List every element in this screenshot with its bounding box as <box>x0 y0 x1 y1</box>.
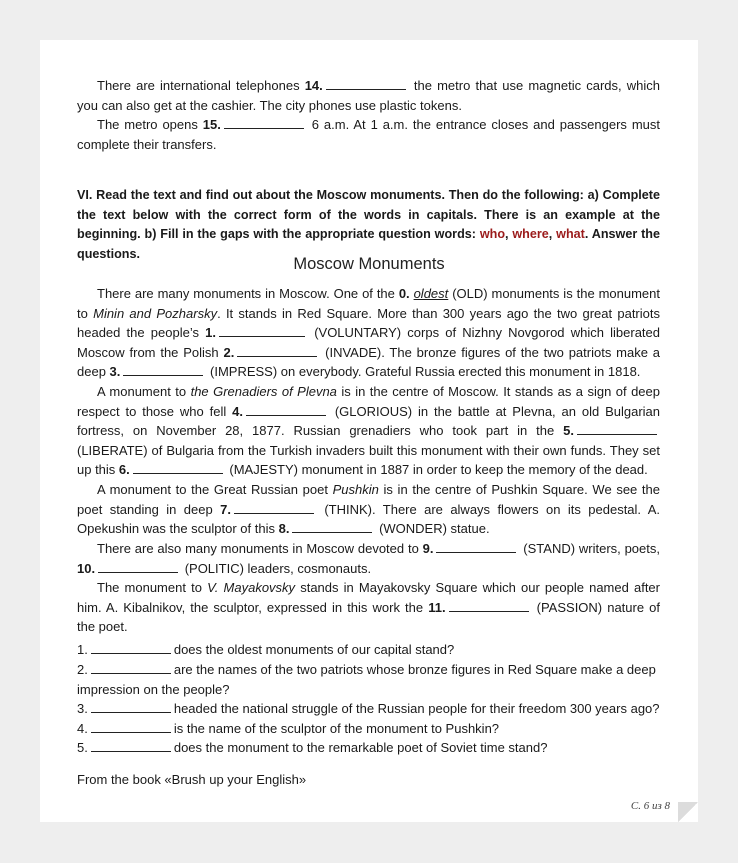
text: A monument to the Great Russian poet <box>97 482 333 497</box>
gap-blank[interactable] <box>326 78 406 90</box>
separator: , <box>505 227 513 242</box>
question-item <box>77 719 660 739</box>
gap-blank[interactable] <box>234 502 314 514</box>
gap-blank[interactable] <box>246 404 326 416</box>
gap-blank[interactable] <box>133 462 223 474</box>
gap-number: 15. <box>202 117 221 132</box>
page-number: С. 6 из 8 <box>630 800 670 812</box>
gap-blank[interactable] <box>91 721 171 733</box>
text: . It stands in Red Square. More than 300 years ago the two great patriots headed the people’s <box>77 305 660 341</box>
document-page <box>40 40 698 822</box>
text: (POLITIC) leaders, cosmonauts. <box>181 560 372 576</box>
text: There are many monuments in Moscow. One of the <box>97 286 399 301</box>
text: (THINK). There are always flowers on its pedestal. A. Opekushin was the sculptor of this <box>77 501 661 537</box>
text: (IMPRESS) on everybody. Grateful Russia erected this monument in 1818. <box>206 364 641 380</box>
gap-blank[interactable] <box>436 541 516 553</box>
text: (INVADE). The bronze figures of the two patriots make a deep <box>77 344 660 380</box>
gap-blank[interactable] <box>577 423 657 435</box>
question-number: 4. <box>77 721 88 736</box>
question-word: where <box>512 227 549 242</box>
text: The metro opens <box>97 117 203 132</box>
question-item <box>77 738 660 758</box>
gap-blank[interactable] <box>98 561 178 573</box>
monument-name: V. Mayakovsky <box>207 580 296 595</box>
gap-number: 7. <box>220 501 231 517</box>
question-number: 3. <box>77 701 88 716</box>
gap-number: 11. <box>428 599 446 615</box>
page-fold <box>678 802 698 822</box>
text: is in the centre of Pushkin Square. We see the poet standing in deep <box>77 482 660 517</box>
paragraph-minin <box>77 284 660 382</box>
paragraph-pushkin <box>77 480 660 539</box>
question-text: is the name of the sculptor of the monument to Pushkin? <box>173 721 500 736</box>
text: The monument to <box>97 580 208 595</box>
text: (LIBERATE) of Bulgaria from the Turkish invaders built this monument with their own funds. They set up this <box>77 442 660 478</box>
task-text: . Answer the questions. <box>77 227 661 261</box>
example-answer: oldest <box>413 286 449 301</box>
text: There are also many monuments in Moscow devoted to <box>97 541 423 556</box>
gap-blank[interactable] <box>237 345 317 357</box>
monument-name: Pushkin <box>332 482 379 497</box>
gap-number: 0. <box>398 286 410 301</box>
separator: , <box>548 227 557 242</box>
question-word: what <box>556 227 585 242</box>
text: (GLORIOUS) in the battle at Plevna, an old Bulgarian fortress, on November 28, 1877. Russian grenadiers who took part in the <box>77 403 661 439</box>
gap-blank[interactable] <box>123 364 203 376</box>
paragraph-mayakovsky <box>77 578 660 637</box>
question-text: are the names of the two patriots whose bronze figures in Red Square make a deep impression on the people? <box>77 662 656 697</box>
gap-number: 10. <box>77 560 96 576</box>
gap-blank[interactable] <box>224 117 304 129</box>
text: There are international telephones <box>97 78 305 93</box>
text: (PASSION) nature of the poet. <box>77 599 661 635</box>
gap-blank[interactable] <box>91 642 171 654</box>
gap-number: 8. <box>278 521 290 537</box>
gap-blank[interactable] <box>219 325 305 337</box>
question-number: 1. <box>77 642 88 657</box>
gap-blank[interactable] <box>91 662 171 674</box>
gap-number: 9. <box>422 541 434 556</box>
gap-number: 5. <box>563 423 574 439</box>
question-item <box>77 699 660 719</box>
paragraph-item-15 <box>77 115 660 154</box>
paragraph-plevna <box>77 382 660 480</box>
question-text: headed the national struggle of the Russian people for their freedom 300 years ago? <box>173 701 660 716</box>
gap-blank[interactable] <box>449 600 529 612</box>
paragraph-item-14 <box>77 76 660 115</box>
question-text: does the oldest monuments of our capital stand? <box>173 642 455 657</box>
text: 6 a.m. At 1 a.m. the entrance closes and passengers must complete their transfers. <box>77 117 661 152</box>
text: (MAJESTY) monument in 1887 in order to keep the memory of the dead. <box>225 462 648 478</box>
monument-name: the Grenadiers of Plevna <box>190 384 337 399</box>
monument-name: Minin and Pozharsky <box>93 305 218 321</box>
gap-number: 2. <box>223 344 235 360</box>
text: the metro that use magnetic cards, which you can also get at the cashier. The city phones use plastic tokens. <box>77 78 660 113</box>
question-text: does the monument to the remarkable poet of Soviet time stand? <box>173 740 548 755</box>
gap-blank[interactable] <box>91 740 171 752</box>
question-number: 2. <box>77 662 88 677</box>
gap-number: 6. <box>118 462 130 478</box>
task-text: VI. Read the text and find out about the Moscow monuments. Then do the following: a) Complete the text below with the correct form of the words in capitals. There is an example at the beginning. b) Fill in the gaps with the appropriate question words: <box>77 188 660 242</box>
text: (VOLUNTARY) corps of Nizhny Novgorod which liberated Moscow from the Polish <box>77 325 660 360</box>
source-note: From the book «Brush up your English» <box>77 772 307 787</box>
text: is in the centre of Moscow. It stands as a sign of deep respect to those who fell <box>77 384 660 419</box>
gap-number: 14. <box>304 78 323 93</box>
gap-number: 3. <box>109 364 121 380</box>
question-number: 5. <box>77 740 88 755</box>
question-item <box>77 640 660 660</box>
section-heading: Moscow Monuments <box>293 255 445 273</box>
task-instructions <box>77 186 660 264</box>
question-item <box>77 660 660 699</box>
question-word: who <box>479 227 506 242</box>
gap-number: 1. <box>205 325 217 341</box>
paragraph-devoted <box>77 539 660 578</box>
text: (OLD) monuments is the monument to <box>77 286 661 321</box>
text: stands in Mayakovsky Square which our people named after him. A. Kibalnikov, the sculptor, expressed in this work the <box>77 580 660 615</box>
text: A monument to <box>97 384 191 399</box>
gap-blank[interactable] <box>292 521 372 533</box>
text: (WONDER) statue. <box>375 521 490 537</box>
text: (STAND) writers, poets, <box>519 541 660 556</box>
gap-blank[interactable] <box>91 701 171 713</box>
gap-number: 4. <box>232 403 243 419</box>
